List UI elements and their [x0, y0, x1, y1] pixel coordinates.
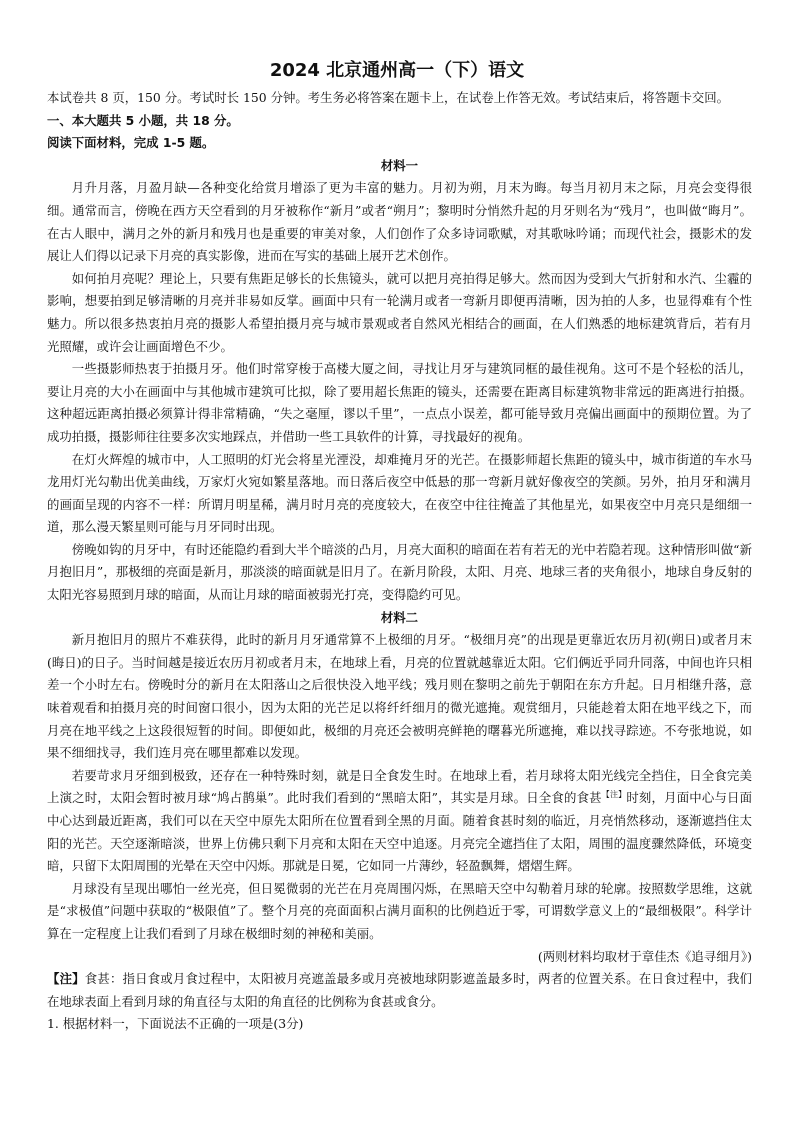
source-citation: (两则材料均取材于章佳杰《追寻细月》) [537, 948, 752, 964]
footnote-marker: 【注】 [601, 790, 627, 800]
material2-heading: 材料二 [380, 609, 419, 625]
material2-paragraph: 月球没有呈现出哪怕一丝光亮，但日冕微弱的光芒在月亮周围闪烁，在黑暗天空中勾勒着月球的轮廓。按照数学思维，这就是“求极值”问题中获取的“极限值”了。整个月亮的亮面面积占满月面积的比例趋近于零，可谓数学意义上的“最细极限”。科学计算在一定程度上让我们看到了月球在极细时刻的神秘和美丽。 [47, 880, 752, 941]
exam-title: 2024 北京通州高一（下）语文 [269, 60, 525, 81]
material1-paragraph: 在灯火辉煌的城市中，人工照明的灯光会将星光湮没，却难掩月牙的光芒。在摄影师超长焦距的镜头中，城市街道的车水马龙用灯光勾勒出优美曲线，万家灯火宛如繁星落地。而日落后夜空中低悬的那一弯新月就好像夜空的笑颜。另外，拍月牙和满月的画面呈现的内容不一样：所谓月明星稀，满月时月亮的亮度较大，在夜空中往往掩盖了其他星光，如果夜空中月亮只是细细一道，那么漫天繁星则可能与月牙同时出现。 [47, 451, 752, 535]
reading-instruction: 阅读下面材料，完成 1-5 题。 [47, 135, 215, 151]
exam-intro: 本试卷共 8 页，150 分。考试时长 150 分钟。考生务必将答案在题卡上，在试卷上作答无效。考试结束后，将答题卡交回。 [47, 90, 730, 105]
material2-text: 若要苛求月牙细到极致，还存在一种特殊时刻，就是日全食发生时。在地球上看，若月球将太阳光线完全挡住，日全食完美上演之时，太阳会暂时被月球“鸠占鹊巢”。此时我们看到的“黑暗太阳”，其实是月球。日全食的食甚 [47, 767, 752, 806]
exam-body [47, 87, 752, 1036]
material1-heading: 材料一 [380, 157, 419, 173]
material2-paragraph [47, 765, 752, 878]
footnote [47, 968, 752, 1013]
question-1: 1. 根据材料一，下面说法不正确的一项是(3分) [47, 1016, 304, 1032]
material2-text: 时刻，月面中心与日面中心达到最近距离，我们可以在天空中原先太阳所在位置看到全黑的月面。随着食甚时刻的临近，月亮悄然移动，逐渐遮挡住太阳的光芒。天空逐渐暗淡，世界上仿佛只剩下月亮和太阳在天空中追逐。月亮完全遮挡住了太阳，周围的温度骤然降低，环境变暗，只留下太阳周围的光晕在天空中闪烁。那就是日冕，它如同一片薄纱，轻盈飘舞，熠熠生辉。 [47, 790, 753, 874]
material1-paragraph: 一些摄影师热衷于拍摄月牙。他们时常穿梭于高楼大厦之间，寻找让月牙与建筑同框的最佳视角。这可不是个轻松的活儿，要让月亮的大小在画面中与其他城市建筑可比拟，除了要用超长焦距的镜头，还需要在距离目标建筑物非常远的距离进行拍摄。这种超远距离拍摄必须算计得非常精确，“失之毫厘，谬以千里”，一点点小误差，都可能导致月亮偏出画面中的预期位置。为了成功拍摄，摄影师往往要多次实地踩点，并借助一些工具软件的计算，寻找最好的视角。 [47, 361, 752, 444]
footnote-label: 【注】 [47, 971, 85, 987]
material1-paragraph: 月升月落，月盈月缺—各种变化给赏月增添了更为丰富的魅力。月初为朔，月末为晦。每当月初月末之际，月亮会变得很细。通常而言，傍晚在西方天空看到的月牙被称作“新月”或者“朔月”；黎明时分悄然升起的月牙则名为“残月”，也叫做“晦月”。在古人眼中，满月之外的新月和残月也是重要的审美对象，人们创作了众多诗词歌赋，对其歌咏吟诵；而现代社会，摄影术的发展让人们得以记录下月亮的真实影像，进而在写实的基础上展开艺术创作。 [47, 180, 752, 264]
section-heading: 一、本大题共 5 小题，共 18 分。 [47, 112, 239, 128]
material2-paragraph: 新月抱旧月的照片不难获得，此时的新月月牙通常算不上极细的月牙。“极细月亮”的出现是更靠近农历月初(朔日)或者月末(晦日)的日子。当时间越是接近农历月初或者月末，在地球上看，月亮的位置就越靠近太阳。它们俩近乎同升同落，中间也许只相差一个小时左右。傍晚时分的新月在太阳落山之后很快没入地平线；残月则在黎明之前先于朝阳在东方升起。日月相继升落，意味着观看和拍摄月亮的时间窗口很小，因为太阳的光芒足以将纤纤细月的微光遮掩。观赏细月，只能趁着太阳在地平线之下，而月亮在地平线之上这段很短暂的时间。即便如此，极细的月亮还会被明亮鲜艳的曙暮光所遮掩，难以找寻踪迹。不夸张地说，如果不细细找寻，我们连月亮在哪里都难以发现。 [47, 632, 752, 761]
footnote-text: 食甚：指日食或月食过程中，太阳被月亮遮盖最多或月亮被地球阴影遮盖最多时，两者的位置关系。在日食过程中，我们在地球表面上看到月球的角直径与太阳的角直径的比例称为食甚或食分。 [47, 971, 753, 1009]
material1-paragraph: 如何拍月亮呢？理论上，只要有焦距足够长的长焦镜头，就可以把月亮拍得足够大。然而因为受到大气折射和水汽、尘霾的影响，想要拍到足够清晰的月亮并非易如反掌。画面中只有一轮满月或者一弯新月即便再清晰，因为拍的人多，也显得难有个性魅力。所以很多热衷拍月亮的摄影人希望拍摄月亮与城市景观或者自然风光相结合的画面，在人们熟悉的地标建筑背后，若有月光照耀，或许会让画面增色不少。 [47, 270, 752, 354]
material1-paragraph: 傍晚如钩的月牙中，有时还能隐约看到大半个暗淡的凸月，月亮大面积的暗面在若有若无的光中若隐若现。这种情形叫做“新月抱旧月”，那极细的亮面是新月，那淡淡的暗面就是旧月了。在新月阶段，太阳、月亮、地球三者的夹角很小，地球自身反射的太阳光容易照到月球的暗面，从而让月球的暗面被弱光打亮，变得隐约可见。 [47, 541, 752, 603]
